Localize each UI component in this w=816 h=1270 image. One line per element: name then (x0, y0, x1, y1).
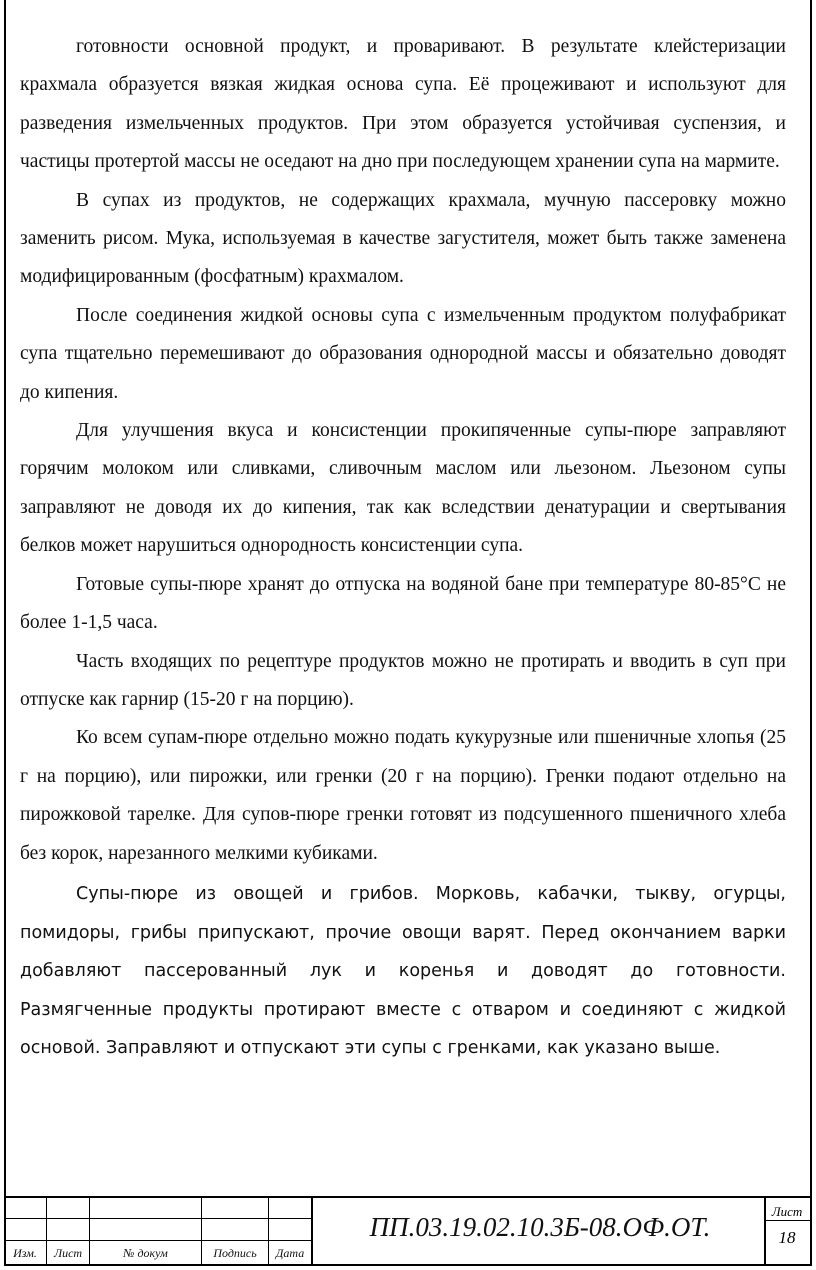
col-date: Дата (275, 1246, 305, 1260)
paragraph-1: готовности основной продукт, и проваривают. В результате клейстеризации крахмала образуется вязкая жидкая основа супа. Её процеживают и используют для разведения измельченных продуктов. При этом образуется устойчивая суспензия, и частицы протертой массы не оседают на дно при последующем хранении супа на мармите. (20, 36, 786, 173)
document-code: ПП.03.19.02.10.3Б-08.ОФ.ОТ. (369, 1212, 711, 1242)
paragraph-7: Ко всем супам-пюре отдельно можно подать кукурузные или пшеничные хлопья (25 г на порцию), или пирожки, или гренки (20 г на порцию). Гренки подают отдельно на пирожковой тарелке. Для супов-пюре гренки готовят из подсушенного пшеничного хлеба без корок, нарезанного мелкими кубиками. (20, 727, 786, 864)
document-body (20, 28, 786, 1068)
col-izm: Изм. (13, 1246, 37, 1260)
col-signature: Подпись (213, 1246, 257, 1260)
paragraph-6: Часть входящих по рецептуре продуктов можно не протирать и вводить в суп при отпуске как гарнир (15-20 г на порцию). (20, 650, 786, 710)
sheet-label: Лист (771, 1204, 803, 1219)
paragraph-5: Готовые супы-пюре хранят до отпуска на водяной бане при температуре 80-85°С не более 1-1,5 часа. (20, 573, 786, 634)
paragraph-2: В супах из продуктов, не содержащих крахмала, мучную пассеровку можно заменить рисом. Мука, используемая в качестве загустителя, может быть также заменена модифицированным (фосфатным) крахмалом. (20, 189, 786, 288)
col-list: Лист (53, 1246, 83, 1260)
paragraph-8: Супы-пюре из овощей и грибов. Морковь, кабачки, тыкву, огурцы, помидоры, грибы припускают, прочие овощи варят. Перед окончанием варки добавляют пассерованный лук и коренья и доводят до готовности. Размягченные продукты протирают вместе с отваром и соединяют с жидкой основой. Заправляют и отпускают эти супы с гренками, как указано выше. (20, 883, 786, 1059)
sheet-number: 18 (778, 1228, 796, 1247)
title-block (4, 1196, 812, 1266)
paragraph-4: Для улучшения вкуса и консистенции прокипяченные супы-пюре заправляют горячим молоком или сливками, сливочным маслом или льезоном. Льезоном супы заправляют не доводя их до кипения, так как вследствии денатурации и свертывания белков может нарушиться однородность консистенции супа. (20, 420, 786, 557)
paragraph-3: После соединения жидкой основы супа с измельченным продуктом полуфабрикат супа тщательно перемешивают до образования однородной массы и обязательно доводят до кипения. (20, 304, 786, 403)
col-doc-num: № докум (123, 1246, 168, 1260)
